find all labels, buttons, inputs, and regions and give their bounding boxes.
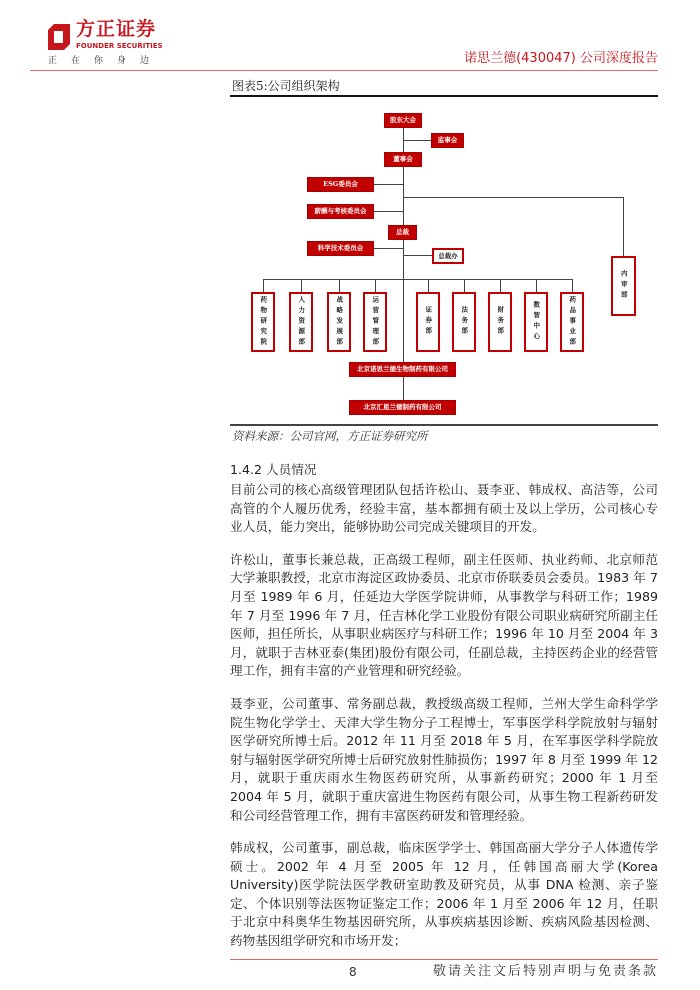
org-connector bbox=[623, 197, 624, 256]
org-dept: 药品事业部 bbox=[560, 292, 584, 352]
org-connector bbox=[536, 279, 537, 292]
report-title: 诺思兰德(430047) 公司深度报告 bbox=[464, 51, 658, 66]
paragraph: 目前公司的核心高级管理团队包括许松山、聂李亚、韩成权、高洁等，公司高管的个人履历优秀，经验丰富，基本都拥有硕士及以上学历，公司核心专业人员，能力突出，能够协助公司完成关键项目的开发。 bbox=[230, 482, 658, 535]
org-shareholders-meeting: 股东大会 bbox=[384, 113, 422, 128]
logo-chinese-name: 方正证券 bbox=[76, 18, 157, 40]
org-connector bbox=[263, 279, 264, 292]
org-dept: 人力资源部 bbox=[289, 292, 313, 352]
org-connector bbox=[428, 279, 429, 292]
org-connector bbox=[375, 279, 376, 292]
header-divider bbox=[30, 70, 658, 71]
org-internal-audit: 内审部 bbox=[611, 256, 636, 316]
org-president-office: 总裁办 bbox=[432, 248, 464, 264]
org-connector bbox=[373, 211, 403, 212]
org-main-line bbox=[403, 128, 404, 400]
org-dept: 数智中心 bbox=[524, 292, 548, 352]
org-connector bbox=[403, 140, 431, 141]
org-connector bbox=[373, 184, 403, 185]
org-dept: 战略发展部 bbox=[327, 292, 351, 352]
figure-bottom-rule bbox=[230, 424, 658, 426]
org-supervisory-board: 监事会 bbox=[431, 133, 464, 148]
org-connector bbox=[301, 279, 302, 292]
paragraph: 许松山，董事长兼总裁，正高级工程师，副主任医师、执业药师、北京师范大学兼职教授，北京市海淀区政协委员、北京市侨联委员会委员。1983 年 7 月至 1989 年 6 月，任延边大学医学院讲师，从事教学与科研工作；1989 年 7 月至 1996 年 7 月，任吉林化学工业股份有限公司职业病研究所副主任医师，担任所长，从事职业病医疗与科研工作；1996 年 10 月至 2004 年 3 月，就职于吉林亚泰(集团)股份有限公司，任副总裁，主持医药企业的经营管理工作，拥有丰富的产业管理和研究经验。 bbox=[230, 551, 658, 679]
slogan: 正在你身边 bbox=[48, 56, 164, 66]
org-connector bbox=[572, 279, 573, 292]
org-president: 总裁 bbox=[388, 225, 417, 240]
org-subsidiary: 北京汇恩兰德制药有限公司 bbox=[349, 400, 456, 415]
logo-english-name: FOUNDER SECURITIES bbox=[76, 42, 163, 50]
org-connector bbox=[373, 248, 403, 249]
figure-top-rule bbox=[230, 95, 658, 97]
org-connector bbox=[464, 279, 465, 292]
org-dept: 药物研究院 bbox=[251, 292, 275, 352]
org-dept: 运营管理部 bbox=[363, 292, 387, 352]
org-compensation-committee: 薪酬与考核委员会 bbox=[307, 204, 374, 219]
section-heading: 1.4.2 人员情况 bbox=[230, 462, 317, 477]
figure-title: 图表5:公司组织架构 bbox=[232, 79, 340, 93]
footer-disclaimer: 敬请关注文后特别声明与免责条款 bbox=[432, 964, 658, 979]
footer-divider bbox=[230, 959, 658, 960]
org-connector bbox=[500, 279, 501, 292]
org-science-committee: 科学技术委员会 bbox=[307, 241, 374, 256]
org-dept: 法务部 bbox=[452, 292, 476, 352]
founder-logo-icon bbox=[48, 24, 70, 50]
org-connector bbox=[403, 255, 432, 256]
section-body bbox=[230, 481, 658, 965]
org-dept-bar bbox=[263, 279, 573, 280]
paragraph: 聂李亚，公司董事、常务副总裁，教授级高级工程师，兰州大学生命科学学院生物化学学士、天津大学生物分子工程博士，军事医学科学院放射与辐射医学研究所博士后。2012 年 11 月至 2018 年 5 月，在军事医学科学院放射与辐射医学研究所博士后研究放射性肺损伤；1997 年 8 月至 1999 年 12 月，就职于重庆雨水生物医药研究所，从事新药研究；2000 年 1 月至 2004 年 5 月，就职于重庆富进生物医药有限公司，从事生物工程新药研发和公司经营管理工作，拥有丰富医药研发和管理经验。 bbox=[230, 695, 658, 823]
org-connector bbox=[403, 197, 624, 198]
figure-source: 资料来源：公司官网，方正证券研究所 bbox=[232, 429, 428, 443]
org-dept: 财务部 bbox=[488, 292, 512, 352]
paragraph: 韩成权，公司董事，副总裁，临床医学学士、韩国高丽大学分子人体遗传学硕士。2002 年 4 月至 2005 年 12 月，任韩国高丽大学(Korea University)医学院法医学教研室助教及研究员，从事 DNA 检测、亲子鉴定、个体识别等法医物证鉴定工作；2006 年 1 月至 2006 年 12 月，任职于北京中科奥华生物基因研究所，从事疾病基因诊断、疾病风险基因检测、药物基因组学研究和市场开发； bbox=[230, 840, 658, 949]
org-board-of-directors: 董事会 bbox=[384, 152, 422, 167]
org-dept: 证券部 bbox=[416, 292, 440, 352]
org-connector bbox=[339, 279, 340, 292]
org-esg-committee: ESG委员会 bbox=[307, 177, 374, 192]
org-subsidiary: 北京诺思兰德生物制药有限公司 bbox=[349, 362, 456, 377]
page-number: 8 bbox=[349, 965, 357, 979]
